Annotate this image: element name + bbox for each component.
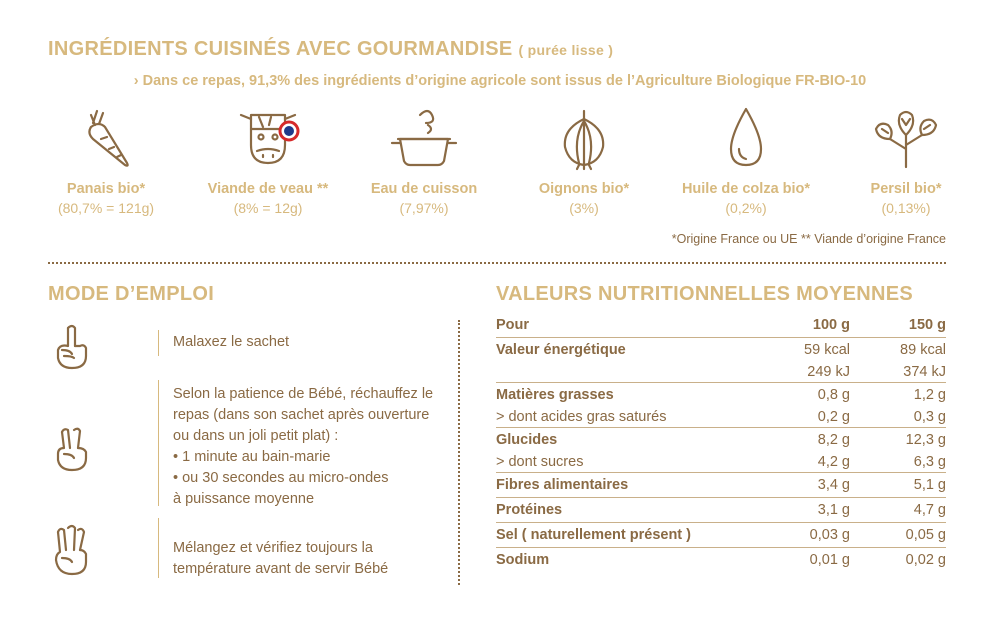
carbs-150g: 12,3 g [850, 428, 946, 453]
ingredient-share: (3%) [569, 200, 599, 216]
bio-statement: › Dans ce repas, 91,3% des ingrédients d’origine agricole sont issus de l’Agriculture Biologique FR-BIO-10 [133, 73, 867, 89]
step-text [173, 384, 433, 510]
step-line: à puissance moyenne [173, 491, 315, 507]
cooking-pot-icon [384, 105, 464, 171]
step-line: • ou 30 secondes au micro-ondes [173, 470, 389, 486]
ingredient-name: Eau de cuisson [370, 181, 478, 197]
ingredient-oil [668, 105, 824, 216]
row-label: Valeur énergétique [496, 342, 626, 358]
ingredients-title [48, 38, 613, 61]
dotted-divider [48, 262, 946, 264]
step-line: ou dans un joli petit plat) : [173, 428, 339, 444]
salt-100g: 0,03 g [754, 523, 850, 548]
row-label: Sodium [496, 548, 754, 573]
origin-footnote: *Origine France ou UE ** Viande d’origine France [671, 232, 946, 246]
protein-row [496, 498, 946, 523]
energy-kcal-150g: 89 kcal [900, 342, 946, 358]
usage-step-3 [48, 518, 443, 582]
nutrition-table [496, 315, 946, 572]
ingredient-water [346, 105, 502, 216]
energy-kcal-100g: 59 kcal [804, 342, 850, 358]
step-bar [158, 380, 159, 506]
ingredients-row [28, 105, 972, 225]
title-subtitle: ( purée lisse ) [518, 42, 614, 58]
sugars-150g: 6,3 g [913, 454, 946, 470]
step-line: repas (dans son sachet après ouverture [173, 407, 430, 423]
ingredient-share: (8% = 12g) [233, 200, 303, 216]
calf-icon [223, 105, 313, 171]
fibre-row [496, 473, 946, 498]
ingredient-parsley [828, 105, 984, 216]
ingredient-share: (80,7% = 121g) [57, 200, 155, 216]
step-line: Mélangez et vérifiez toujours la [173, 540, 373, 556]
ingredient-mark: * [623, 181, 630, 197]
step-line: Selon la patience de Bébé, réchauffez le [173, 386, 434, 402]
fibre-150g: 5,1 g [850, 473, 946, 498]
fibre-100g: 3,4 g [754, 473, 850, 498]
ingredient-name: Panais bio [66, 181, 140, 197]
step-line: • 1 minute au bain-marie [173, 449, 331, 465]
nutrition-title: VALEURS NUTRITIONNELLES MOYENNES [496, 283, 914, 305]
ingredient-veal [190, 105, 346, 216]
step-bar [158, 518, 159, 578]
row-label: > dont acides gras saturés [496, 409, 667, 425]
sodium-row [496, 548, 946, 573]
header-col-150g: 150 g [850, 315, 946, 338]
ingredient-parsnip [28, 105, 184, 216]
energy-row [496, 338, 946, 363]
row-label: Protéines [496, 498, 754, 523]
ingredient-name: Viande de veau [207, 181, 313, 197]
usage-step-2 [48, 380, 443, 510]
onion-icon [549, 105, 619, 171]
protein-150g: 4,7 g [850, 498, 946, 523]
ingredient-name: Persil bio [870, 181, 936, 197]
step-text [173, 538, 388, 580]
ingredient-mark: * [804, 181, 811, 197]
header-label: Pour [496, 315, 754, 338]
saturated-fat-150g: 0,3 g [913, 409, 946, 425]
usage-step-1 [48, 322, 443, 372]
ingredient-share: (0,13%) [881, 200, 931, 216]
carbs-row [496, 428, 946, 453]
ingredient-share: (7,97%) [399, 200, 449, 216]
fat-row [496, 383, 946, 408]
row-label: Fibres alimentaires [496, 473, 754, 498]
nutrition-header-row [496, 315, 946, 338]
energy-kj-150g: 374 kJ [903, 364, 946, 380]
ingredient-share: (0,2%) [725, 200, 767, 216]
step-line: température avant de servir Bébé [173, 561, 389, 577]
row-label: Sel ( naturellement présent ) [496, 523, 754, 548]
sodium-100g: 0,01 g [754, 548, 850, 573]
saturated-fat-100g: 0,2 g [817, 409, 850, 425]
parsley-icon [866, 105, 946, 171]
row-label: Glucides [496, 428, 754, 453]
ingredient-mark: * [935, 181, 942, 197]
dotted-column-divider [458, 320, 460, 585]
title-text: INGRÉDIENTS CUISINÉS AVEC GOURMANDISE [48, 38, 513, 60]
oil-drop-icon [711, 105, 781, 171]
ingredient-mark: * [139, 181, 146, 197]
energy-kj-row [496, 362, 946, 383]
ingredient-mark: ** [317, 181, 329, 197]
carbs-100g: 8,2 g [754, 428, 850, 453]
step-bar [158, 330, 159, 356]
sugars-100g: 4,2 g [817, 454, 850, 470]
hand-three-fingers-icon [48, 522, 96, 578]
saturated-fat-row [496, 407, 946, 428]
fat-100g: 0,8 g [754, 383, 850, 408]
protein-100g: 3,1 g [754, 498, 850, 523]
usage-title: MODE D’EMPLOI [48, 283, 215, 305]
ingredient-name: Oignons bio [538, 181, 624, 197]
energy-kj-100g: 249 kJ [807, 364, 850, 380]
row-label: > dont sucres [496, 454, 584, 470]
salt-row [496, 523, 946, 548]
salt-150g: 0,05 g [850, 523, 946, 548]
header-col-100g: 100 g [754, 315, 850, 338]
sugars-row [496, 452, 946, 473]
ingredient-name: Huile de colza bio [681, 181, 805, 197]
parsnip-icon [71, 105, 141, 171]
step-text: Malaxez le sachet [173, 334, 290, 350]
sodium-150g: 0,02 g [850, 548, 946, 573]
hand-two-fingers-icon [48, 424, 96, 474]
row-label: Matières grasses [496, 383, 754, 408]
fat-150g: 1,2 g [850, 383, 946, 408]
ingredient-onion [506, 105, 662, 216]
hand-one-finger-icon [48, 322, 96, 372]
